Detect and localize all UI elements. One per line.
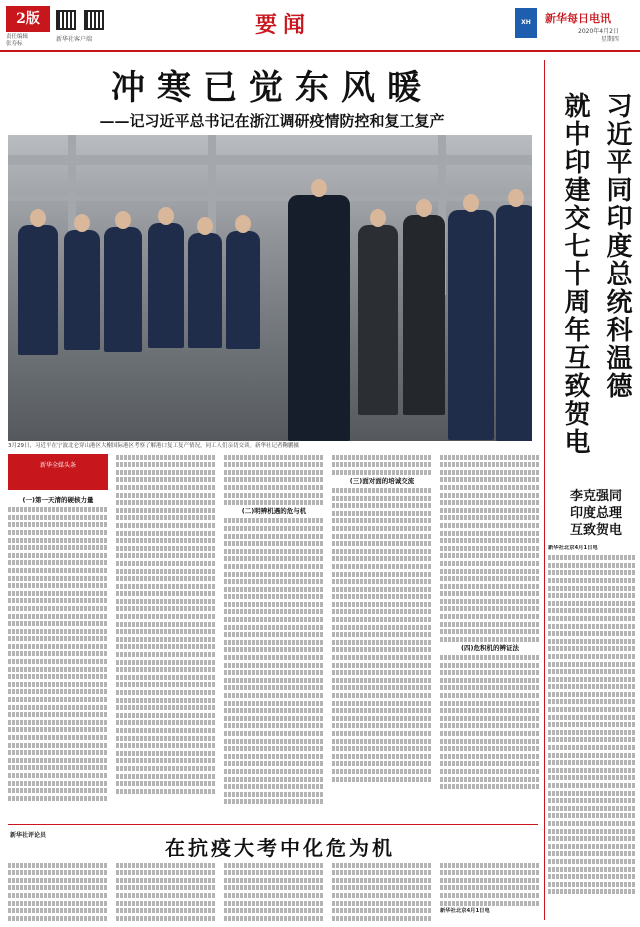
commentary-byline: 新华社评论员 [10,832,47,839]
right-subhead-line: 印度总理 [569,506,622,521]
main-subhead: ——记习近平总书记在浙江调研疫情防控和复工复产 [99,112,445,130]
right-dateline: 新华社北京4月1日电 [548,545,598,551]
editor-info [6,34,50,48]
section-heading: (四)危积机的辨证法 [461,643,519,652]
date-text: 2020年4月2日 [578,28,619,35]
promo-box[interactable]: 新华全媒头条 [8,454,108,490]
photo-caption: 3月29日，习近平在宁波北仑穿山港区大榭国际港区考察了解港口复工复产情况，同工人们亲切交谈。新华社记者鞠鹏摄 [8,443,300,449]
app-label: 新华社客户端 [56,36,93,43]
page-number: 2版 [6,6,50,32]
article-column [440,452,540,820]
commentary-column [332,860,432,923]
commentary-column [224,860,324,923]
page-header [0,0,640,52]
article-column [224,452,324,820]
section-heading: (三)面对面的培诚交流 [349,476,415,485]
right-headline-line-1: 习近平同印度总统科温德 [602,92,632,400]
right-subhead-line: 互致贺电 [569,523,622,538]
editor-name: 张寿标 [6,41,23,47]
section-divider [8,824,538,825]
article-column [116,452,216,820]
article-column [332,452,432,820]
section-heading: (一)第一天清的硬核力量 [22,496,94,504]
paper-name: 新华每日电讯 [545,12,611,25]
commentary-column [8,860,108,923]
section-title: 要闻 [255,12,312,38]
right-subhead-line: 李克强同 [569,489,622,504]
commentary-column [440,860,540,916]
right-headline[interactable] [552,92,636,472]
weekday-text: 星期四 [600,36,619,43]
qr-code-icon[interactable] [84,10,104,30]
commentary-dateline: 新华社北京4月1日电 [440,908,490,915]
news-photo[interactable] [8,135,532,441]
qr-code-icon[interactable] [56,10,76,30]
xinhua-logo-icon: XH [515,8,537,38]
issue-date [578,28,619,44]
right-headline-line-2: 就中印建交七十周年互致贺电 [560,92,590,456]
section-heading: (二)明辨机遇的危与机 [241,507,307,516]
main-headline[interactable]: 冲寒已觉东风暖 [111,68,433,108]
commentary-column [116,860,216,923]
editor-label: 责任编辑 [6,34,29,40]
right-subhead[interactable] [556,488,636,539]
article-column [8,494,108,820]
commentary-headline[interactable]: 在抗疫大考中化危为机 [165,836,395,860]
right-article-text [548,545,636,920]
